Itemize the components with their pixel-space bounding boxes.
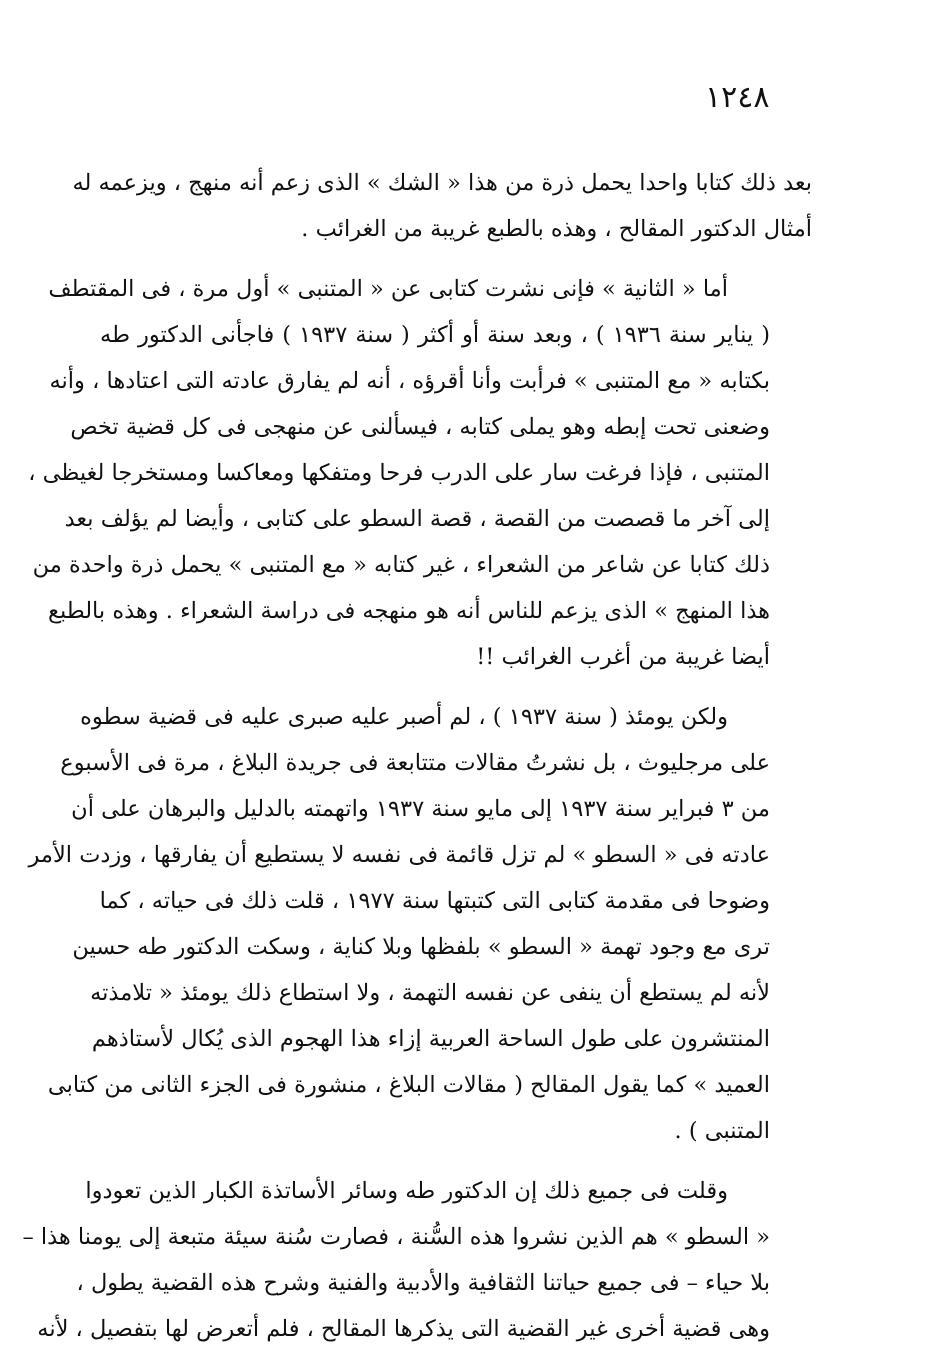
text-line: وضوحا فى مقدمة كتابى التى كتبتها سنة ١٩٧٧ ، قلت ذلك فى حياته ، كما (99, 888, 770, 914)
text-line: إلى آخر ما قصصت من القصة ، قصة السطو على كتابى ، وأيضا لم يؤلف بعد (64, 506, 770, 532)
text-line: المتنبى ) . (674, 1118, 770, 1144)
text-line: من ٣ فبراير سنة ١٩٣٧ إلى مايو سنة ١٩٣٧ واتهمته بالدليل والبرهان على أن (71, 796, 770, 822)
page-number: ١٢٤٨ (705, 80, 770, 115)
text-line: المنتشرون على طول الساحة العربية إزاء هذا الهجوم الذى يُكال لأستاذهم (91, 1026, 770, 1052)
text-line: هذا المنهج » الذى يزعم للناس أنه هو منهجه فى دراسة الشعراء . وهذه بالطبع (47, 598, 770, 624)
text-line: أما « الثانية » فإنى نشرت كتابى عن « المتنبى » أول مرة ، فى المقتطف (48, 276, 728, 302)
text-line: بعد ذلك كتابا واحدا يحمل ذرة من هذا « الشك » الذى زعم أنه منهج ، ويزعمه له (72, 170, 812, 196)
text-line: ذلك كتابا عن شاعر من الشعراء ، غير كتابه « مع المتنبى » يحمل ذرة واحدة من (32, 552, 770, 578)
text-line: ( يناير سنة ١٩٣٦ ) ، وبعد سنة أو أكثر ( سنة ١٩٣٧ ) فاجأنى الدكتور طه (100, 322, 770, 348)
text-line: أيضا غريبة من أغرب الغرائب !! (476, 644, 770, 670)
body-text (22, 160, 812, 1366)
text-line: ولكن يومئذ ( سنة ١٩٣٧ ) ، لم أصبر عليه صبرى عليه فى قضية سطوه (80, 704, 728, 730)
text-line: عادته فى « السطو » لم تزل قائمة فى نفسه لا يستطيع أن يفارقها ، وزدت الأمر (28, 842, 770, 868)
text-line: بلا حياء – فى جميع حياتنا الثقافية والأدبية والفنية وشرح هذه القضية يطول ، (76, 1270, 770, 1296)
paragraph-4 (22, 1168, 812, 1352)
paragraph-2 (28, 266, 812, 680)
text-line: لأنه لم يستطع أن ينفى عن نفسه التهمة ، ولا استطاع ذلك يومئذ « تلامذته (90, 980, 770, 1006)
text-line: العميد » كما يقول المقالح ( مقالات البلاغ ، منشورة فى الجزء الثانى من كتابى (47, 1072, 770, 1098)
text-line: المتنبى ، فإذا فرغت سار على الدرب فرحا ومتفكها ومعاكسا ومستخرجا لغيظى ، (28, 460, 770, 486)
text-line: أمثال الدكتور المقالح ، وهذه بالطبع غريبة من الغرائب . (301, 216, 812, 242)
text-line: وهى قضية أخرى غير القضية التى يذكرها المقالح ، فلم أتعرض لها بتفصيل ، لأنه (37, 1316, 770, 1342)
text-line: بكتابه « مع المتنبى » فرأبت وأنا أقرؤه ، أنه لم يفارق عادته التى اعتادها ، وأنه (49, 368, 770, 394)
text-line: « السطو » هم الذين نشروا هذه السُّنة ، فصارت سُنة سيئة متبعة إلى يومنا هذا – (22, 1224, 770, 1250)
text-line: ترى مع وجود تهمة « السطو » بلفظها وبلا كناية ، وسكت الدكتور طه حسين (72, 934, 770, 960)
paragraph-3 (28, 694, 812, 1154)
text-line: وضعنى تحت إبطه وهو يملى كتابه ، فيسألنى عن منهجى فى كل قضية تخص (70, 414, 770, 440)
paragraph-1 (72, 160, 812, 252)
text-line: وقلت فى جميع ذلك إن الدكتور طه وسائر الأساتذة الكبار الذين تعودوا (85, 1178, 728, 1204)
text-line: على مرجليوث ، بل نشرتُ مقالات متتابعة فى جريدة البلاغ ، مرة فى الأسبوع (60, 750, 770, 776)
